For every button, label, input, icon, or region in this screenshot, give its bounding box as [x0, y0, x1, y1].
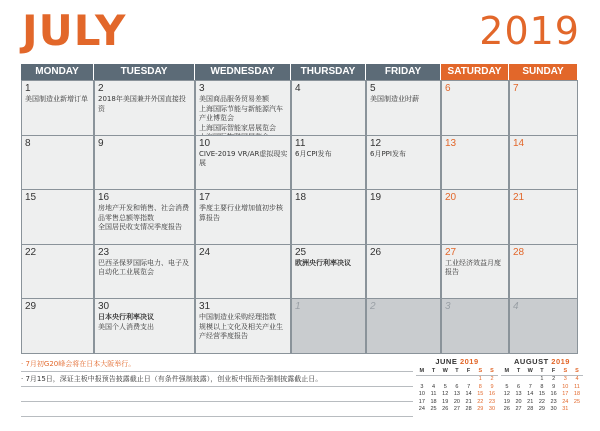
mini-day: 20: [453, 398, 460, 405]
mini-day: 10: [418, 391, 425, 397]
day-cell[interactable]: [366, 244, 441, 300]
event-item: 美国制造业新增订单: [25, 95, 88, 103]
event-list: [295, 259, 363, 269]
day-cell[interactable]: [366, 135, 441, 191]
day-number: 9: [98, 137, 104, 149]
day-number: 2: [370, 301, 376, 312]
note-line: · 7月15日，深证主板中报预告披露截止日（有条件强制披露），创业板中报预告强制披露截止日。: [21, 373, 413, 387]
day-cell[interactable]: [291, 244, 366, 300]
mini-day: 15: [477, 391, 484, 397]
mini-calendar-title: [501, 357, 583, 367]
event-list: [98, 313, 192, 332]
weekday-header-saturday: SATURDAY: [441, 64, 508, 80]
mini-day: 2: [552, 376, 556, 382]
mini-day: 31: [562, 406, 569, 412]
mini-weekday: S: [563, 368, 568, 374]
day-cell[interactable]: [366, 80, 441, 136]
mini-day: [416, 376, 428, 384]
day-number: 3: [445, 301, 451, 312]
day-number: 22: [25, 246, 37, 258]
mini-day: 2: [490, 376, 494, 382]
event-item: 上海国际节能与新能源汽车产业博览会: [199, 104, 283, 122]
event-item: 工业经济效益月度报告: [445, 258, 501, 276]
day-cell[interactable]: [94, 80, 195, 136]
event-list: [199, 313, 288, 342]
weekday-header-friday: FRIDAY: [366, 64, 440, 80]
day-number: 21: [513, 192, 525, 203]
day-cell[interactable]: [94, 298, 195, 354]
note-line: [21, 403, 413, 417]
mini-day: 3: [563, 376, 567, 382]
event-list: [98, 95, 192, 114]
day-cell[interactable]: [509, 135, 578, 191]
event-item: 全国居民收支情况季度报告: [98, 223, 182, 231]
day-number: 1: [295, 301, 301, 312]
day-cell[interactable]: [195, 244, 291, 300]
event-item: 2018年美国兼并外国直接投资: [98, 95, 186, 113]
day-number: 3: [199, 83, 205, 94]
weekday-header-sunday: SUNDAY: [509, 64, 577, 80]
mini-day: 8: [540, 383, 544, 390]
mini-day: [513, 376, 525, 384]
mini-day: 29: [538, 406, 545, 412]
mini-day: [571, 406, 583, 414]
event-list: [199, 95, 288, 136]
day-number: 14: [513, 137, 525, 149]
day-cell[interactable]: [441, 80, 509, 136]
mini-day: 21: [527, 398, 534, 405]
day-cell[interactable]: [195, 189, 291, 245]
mini-day: 20: [515, 398, 522, 405]
mini-day: [524, 376, 536, 384]
day-number: 4: [513, 301, 519, 312]
day-number: 28: [513, 246, 525, 258]
day-number: 15: [25, 192, 37, 203]
mini-calendar-week: [501, 391, 583, 399]
mini-day: 14: [527, 391, 534, 397]
day-number: 7: [513, 83, 519, 94]
mini-day: 16: [550, 391, 557, 397]
day-cell[interactable]: [94, 189, 195, 245]
mini-day: 4: [432, 383, 436, 390]
day-number: 10: [199, 137, 211, 149]
mini-day: 15: [538, 391, 545, 397]
day-number: 29: [25, 301, 37, 312]
mini-day: 25: [573, 398, 581, 405]
event-list: [98, 259, 192, 278]
mini-calendar-year: 2019: [551, 357, 570, 366]
event-list: [25, 95, 91, 105]
mini-day: 16: [488, 391, 496, 397]
mini-day: 29: [477, 406, 484, 412]
mini-day: 22: [477, 398, 484, 405]
day-number: 25: [295, 246, 307, 258]
mini-calendar-week: [501, 399, 583, 407]
mini-day: 21: [465, 398, 472, 405]
mini-day: 27: [453, 406, 460, 412]
event-list: [199, 150, 288, 169]
mini-day: 7: [467, 383, 471, 390]
event-item: 规模以上文化及相关产业生产经营季度报告: [199, 322, 283, 340]
mini-day: 17: [418, 398, 425, 405]
day-number: 11: [295, 137, 306, 149]
mini-day: 1: [478, 376, 482, 382]
mini-weekday: T: [431, 368, 436, 374]
mini-day: 14: [465, 391, 472, 397]
day-cell[interactable]: [195, 298, 291, 354]
day-number: 8: [25, 137, 31, 149]
weekday-header-monday: MONDAY: [21, 64, 93, 80]
event-list: [370, 95, 438, 105]
mini-day: 11: [574, 383, 580, 390]
mini-day: 8: [478, 383, 482, 390]
mini-day: 4: [575, 376, 579, 382]
note-line: · 7月初G20峰会将在日本大阪举行。: [21, 358, 413, 372]
mini-weekday: S: [478, 368, 483, 374]
mini-calendar-weekdays: [501, 367, 583, 376]
mini-day: 27: [515, 406, 522, 412]
mini-day: 24: [418, 406, 425, 412]
weekday-header-thursday: THURSDAY: [291, 64, 365, 80]
day-cell[interactable]: [21, 80, 94, 136]
mini-calendar-week: [416, 384, 498, 392]
event-item: 美国个人消费支出: [98, 322, 154, 331]
mini-day: 22: [538, 398, 545, 405]
day-cell[interactable]: [441, 298, 509, 354]
day-number: 16: [98, 192, 110, 203]
mini-calendar-week: [501, 384, 583, 392]
day-cell[interactable]: [94, 135, 195, 191]
mini-weekday: W: [527, 368, 533, 374]
mini-calendar-month: AUGUST: [514, 357, 549, 366]
day-number: 4: [295, 83, 301, 94]
mini-calendar-title: [416, 357, 498, 367]
day-number: 17: [199, 192, 211, 203]
mini-day: [428, 376, 440, 384]
mini-day: 30: [550, 406, 557, 412]
mini-weekday: F: [466, 368, 471, 374]
mini-day: 13: [515, 391, 522, 397]
mini-calendar-week: [416, 391, 498, 399]
event-item: 6月CPI发布: [295, 149, 332, 158]
day-cell[interactable]: [21, 298, 94, 354]
mini-day: 26: [442, 406, 449, 412]
mini-day: 1: [540, 376, 544, 382]
event-list: [98, 204, 192, 233]
mini-day: 6: [517, 383, 521, 390]
year-title: 2019: [479, 9, 580, 53]
day-cell[interactable]: [21, 244, 94, 300]
event-list: [199, 204, 288, 223]
day-number: 13: [445, 137, 457, 149]
day-cell[interactable]: [366, 189, 441, 245]
mini-day: 26: [503, 406, 510, 412]
day-cell[interactable]: [509, 189, 578, 245]
day-cell[interactable]: [291, 189, 366, 245]
day-number: 1: [25, 83, 31, 94]
mini-day: 30: [488, 406, 496, 412]
mini-calendar-month: JUNE: [435, 357, 458, 366]
mini-day: 5: [443, 383, 447, 390]
event-item: 6月PPI发布: [370, 149, 406, 158]
day-number: 30: [98, 301, 110, 312]
day-number: 26: [370, 246, 382, 258]
mini-day: 19: [503, 398, 510, 405]
mini-weekday: S: [490, 368, 494, 374]
mini-calendar-weekdays: [416, 367, 498, 376]
day-cell[interactable]: [509, 80, 578, 136]
mini-day: 23: [550, 398, 557, 405]
mini-day: [451, 376, 463, 384]
mini-calendar-week: [416, 406, 498, 414]
mini-calendar-june: [416, 357, 498, 414]
mini-day: 9: [552, 383, 556, 390]
day-cell[interactable]: [195, 135, 291, 191]
mini-calendar-august: [501, 357, 583, 414]
event-item: 欧洲央行利率决议: [295, 258, 351, 267]
mini-day: 25: [430, 406, 437, 412]
mini-day: 28: [465, 406, 472, 412]
weekday-header-tuesday: TUESDAY: [94, 64, 194, 80]
mini-day: 28: [527, 406, 534, 412]
mini-weekday: T: [516, 368, 521, 374]
mini-weekday: W: [442, 368, 448, 374]
mini-day: 12: [503, 391, 510, 397]
event-item: 日本央行利率决议: [98, 313, 154, 321]
month-title: JULY: [22, 6, 127, 55]
day-number: 20: [445, 192, 457, 203]
mini-day: 12: [442, 391, 449, 397]
day-number: 18: [295, 192, 307, 203]
day-cell[interactable]: [291, 298, 366, 354]
mini-weekday: T: [540, 368, 544, 374]
day-number: 27: [445, 246, 457, 258]
event-item: 美国制造业时薪: [370, 95, 419, 103]
weekday-header-wednesday: WEDNESDAY: [195, 64, 290, 80]
day-cell[interactable]: [509, 298, 578, 354]
day-cell[interactable]: [441, 244, 509, 300]
mini-day: 23: [488, 398, 496, 405]
day-number: 24: [199, 246, 211, 258]
day-cell[interactable]: [21, 189, 94, 245]
day-number: 23: [98, 246, 110, 258]
mini-calendar-week: [416, 399, 498, 407]
day-cell[interactable]: [21, 135, 94, 191]
day-number: 12: [370, 137, 382, 149]
mini-day: 18: [430, 398, 437, 405]
mini-day: 18: [573, 391, 581, 397]
mini-weekday: T: [455, 368, 459, 374]
mini-day: 3: [420, 383, 424, 390]
event-item: 房地产开发和销售、社会消费品零售总额等指数: [98, 204, 189, 222]
mini-day: 9: [490, 383, 494, 390]
mini-calendar-year: 2019: [459, 357, 479, 366]
mini-weekday: M: [419, 368, 425, 374]
mini-day: 10: [562, 383, 569, 390]
day-number: 6: [445, 83, 451, 94]
event-item: 巴西圣保罗国际电力、电子及自动化工业展览会: [98, 258, 189, 276]
event-list: [295, 150, 363, 160]
mini-day: 7: [528, 383, 532, 390]
event-item: CIVE-2019 VR/AR虚拟现实展: [199, 149, 288, 167]
day-number: 19: [370, 192, 382, 203]
day-cell[interactable]: [441, 189, 509, 245]
event-list: [370, 150, 438, 160]
mini-day: [439, 376, 451, 384]
mini-day: 24: [562, 398, 569, 405]
mini-calendar-week: [416, 376, 498, 384]
mini-day: 6: [455, 383, 459, 390]
mini-day: 17: [562, 391, 569, 397]
day-cell[interactable]: [291, 80, 366, 136]
event-list: [445, 259, 506, 278]
mini-day: 11: [430, 391, 437, 397]
day-cell[interactable]: [441, 135, 509, 191]
event-item: 上海国际智能家居展览会: [199, 123, 276, 132]
day-cell[interactable]: [291, 135, 366, 191]
mini-day: 5: [505, 383, 509, 390]
note-line: [21, 388, 413, 402]
calendar-grid: [21, 64, 578, 353]
mini-day: 19: [442, 398, 449, 405]
mini-day: 13: [453, 391, 460, 397]
event-item: 中国制造业采购经理指数: [199, 313, 276, 321]
mini-calendar-week: [501, 406, 583, 414]
day-number: 31: [199, 301, 211, 312]
day-number: 5: [370, 83, 376, 94]
day-cell[interactable]: [366, 298, 441, 354]
event-item: 美国商品服务贸易差额: [199, 95, 269, 103]
day-cell[interactable]: [509, 244, 578, 300]
day-number: 2: [98, 83, 104, 94]
mini-day: [463, 376, 475, 384]
day-cell[interactable]: [195, 80, 291, 136]
event-item: 季度主要行业增加值初步核算报告: [199, 204, 283, 222]
mini-weekday: M: [504, 368, 510, 374]
mini-day: [501, 376, 513, 384]
mini-calendar-week: [501, 376, 583, 384]
day-cell[interactable]: [94, 244, 195, 300]
mini-weekday: S: [575, 368, 579, 374]
mini-weekday: F: [551, 368, 556, 374]
